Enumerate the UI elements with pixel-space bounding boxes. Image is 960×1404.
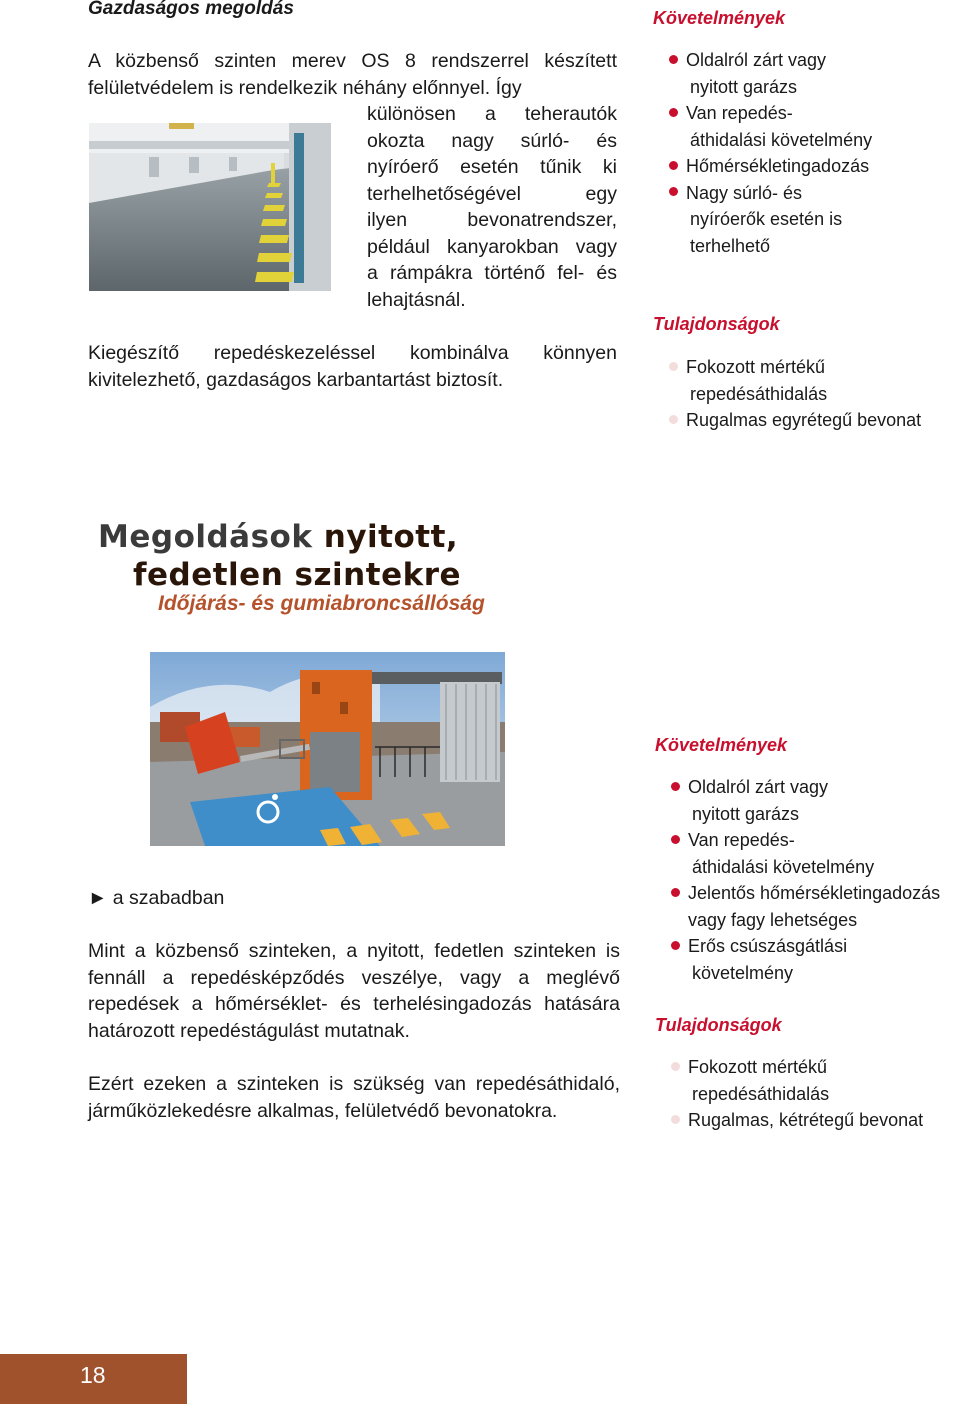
bullet-icon — [669, 55, 678, 64]
requirement-item-cont: követelmény — [692, 962, 794, 983]
property-item: Fokozott mértékű — [669, 354, 959, 381]
requirement-item: Oldalról zárt vagy — [671, 774, 960, 801]
side-line: például kanyarokban vagy — [367, 235, 617, 258]
requirement-item: Hőmérsékletingadozás — [669, 153, 959, 180]
side-line: különösen a teherautók — [367, 103, 617, 125]
requirement-item-cont: áthidalási követelmény — [690, 129, 873, 150]
economic-paragraph-side — [367, 101, 617, 313]
economic-paragraph-lead: A közbenső szinten merev OS 8 rendszerrel készített felületvédelem is rendelkezik néhány előnnyel. Így — [88, 50, 617, 99]
side-line: terhelhetőségével egy — [367, 182, 617, 205]
requirement-item-cont: vagy fagy lehetséges — [688, 909, 858, 930]
bullet-icon — [671, 1115, 680, 1124]
requirement-item: Nagy súrló- és — [669, 180, 959, 207]
side-line: okozta nagy súrló- és — [367, 129, 617, 152]
properties-list-bottom — [671, 1054, 960, 1134]
properties-heading-top: Tulajdonságok — [653, 314, 780, 334]
requirement-item: Erős csúszásgátlási — [671, 933, 960, 960]
section-subtitle: Időjárás- és gumiabroncsállóság — [158, 592, 485, 615]
bullet-icon — [669, 362, 678, 371]
requirement-item: Van repedés- — [671, 827, 960, 854]
requirement-item-cont: nyitott garázs — [692, 803, 800, 824]
section-title — [98, 518, 658, 594]
requirement-item-cont: nyitott garázs — [690, 76, 798, 97]
requirements-list-top — [669, 47, 959, 259]
property-item: Rugalmas egyrétegű bevonat — [669, 407, 959, 434]
side-line: lehajtásnál. — [367, 288, 466, 311]
side-line: a rámpákra történő fel- és — [367, 262, 617, 284]
requirement-item-cont: terhelhető — [690, 235, 771, 256]
bullet-icon — [669, 187, 678, 196]
property-item: Fokozott mértékű — [671, 1054, 960, 1081]
bullet-icon — [671, 941, 680, 950]
requirement-item: Oldalról zárt vagy — [669, 47, 959, 74]
outdoor-paragraph-1: Mint a közbenső szinteken, a nyitott, fedetlen szinteken is fennáll a repedésképződés veszélye, vagy a meglévő repedések a hőmérséklet- és terhelésingadozás hatására határozott repedéstágulást mutatnak. — [88, 940, 620, 1042]
title-line-1: Megoldások nyitott, — [98, 519, 459, 555]
bullet-icon — [671, 1062, 680, 1071]
requirements-list-bottom — [671, 774, 960, 986]
side-line: ilyen bevonatrendszer, — [367, 209, 617, 231]
requirement-item-cont: áthidalási követelmény — [692, 856, 875, 877]
bullet-icon — [669, 161, 678, 170]
economic-paragraph-2: Kiegészítő repedéskezeléssel kombinálva könnyen kivitelezhető, gazdaságos karbantartást biztosít. — [88, 342, 617, 391]
parking-garage-photo — [89, 123, 331, 291]
requirements-heading-bottom: Követelmények — [655, 735, 788, 755]
properties-heading-bottom: Tulajdonságok — [655, 1015, 782, 1035]
requirement-item: Jelentős hőmérsékletingadozás — [671, 880, 960, 907]
requirements-heading-top: Követelmények — [653, 8, 786, 28]
title-line-2: fedetlen szintekre — [133, 557, 462, 593]
bullet-icon — [671, 888, 680, 897]
requirement-item-cont: nyíróerők esetén is — [690, 209, 843, 229]
bullet-icon — [669, 415, 678, 424]
section-heading-economic: Gazdaságos megoldás — [88, 0, 294, 19]
page-number-bar — [0, 1354, 187, 1404]
bullet-icon — [669, 108, 678, 117]
bullet-icon — [671, 782, 680, 791]
outdoor-label: ► a szabadban — [88, 887, 225, 909]
outdoor-paragraph-2: Ezért ezeken a szinteken is szükség van repedésáthidaló, járműközlekedésre alkalmas, felületvédő bevonatokra. — [88, 1073, 620, 1122]
page-number: 18 — [80, 1362, 106, 1388]
property-item: Rugalmas, kétrétegű bevonat — [671, 1107, 960, 1134]
requirement-item: Van repedés- — [669, 100, 959, 127]
property-item-cont: repedésáthidalás — [690, 383, 828, 404]
bullet-icon — [671, 835, 680, 844]
property-item-cont: repedésáthidalás — [692, 1083, 830, 1104]
rooftop-parking-photo — [150, 652, 505, 846]
side-line: nyíróerő esetén tűnik ki — [367, 156, 617, 178]
properties-list-top — [669, 354, 959, 434]
